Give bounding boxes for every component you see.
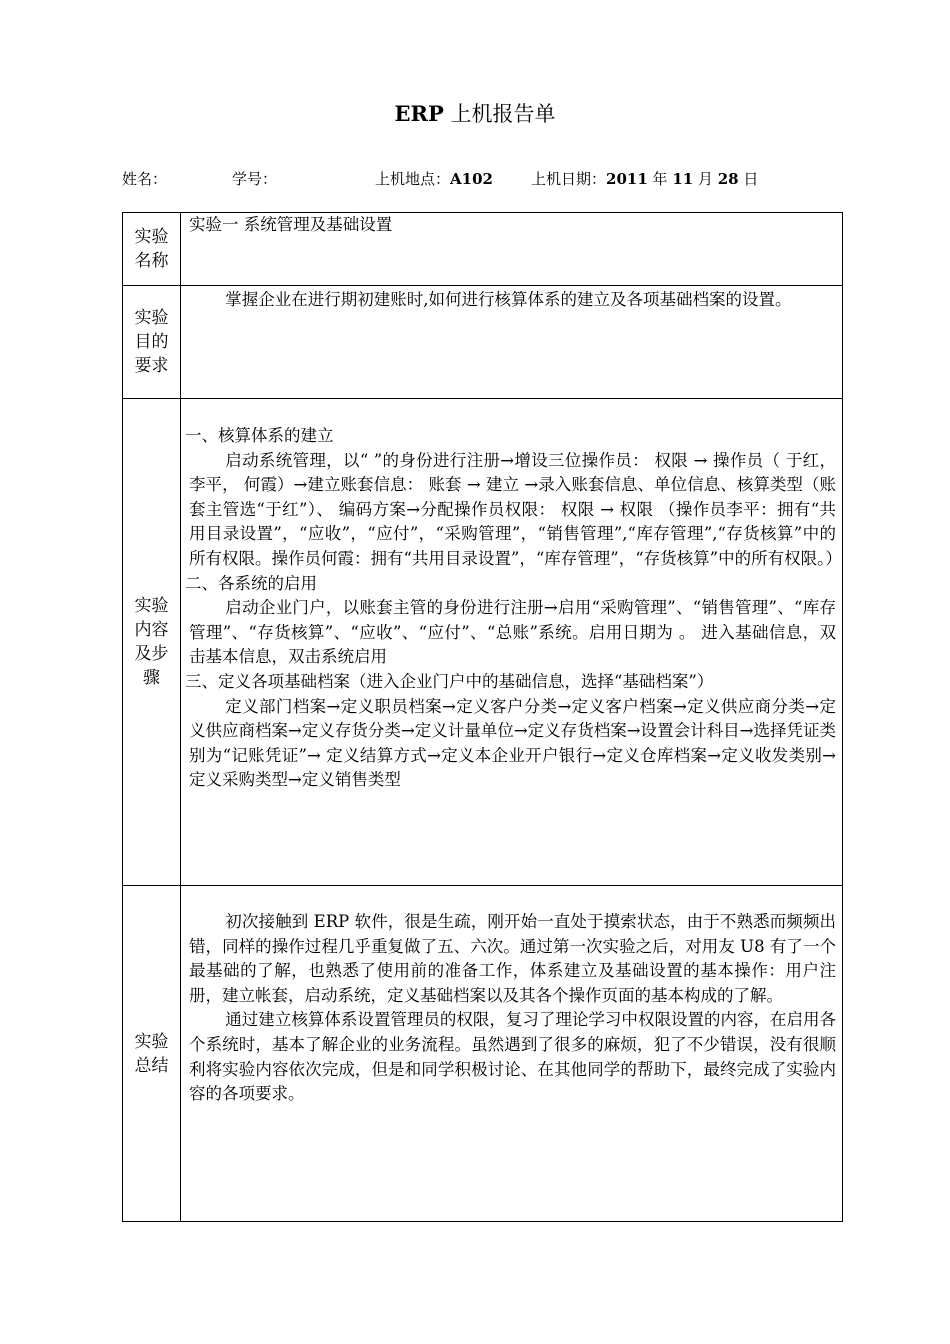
row-experiment-name <box>123 213 843 286</box>
section-heading-3: 三、定义各项基础档案（进入企业门户中的基础信息，选择“基础档案”） <box>185 671 714 691</box>
section-heading-1: 一、核算体系的建立 <box>185 426 334 445</box>
label-line: 实验 <box>134 227 169 247</box>
row-content-steps <box>123 399 843 886</box>
label-content-steps <box>123 399 181 886</box>
section-heading-2: 二、各系统的启用 <box>185 573 317 593</box>
label-purpose <box>123 286 181 399</box>
date-field <box>531 168 758 189</box>
name-label: 姓名： <box>122 170 168 188</box>
location-label: 上机地点： <box>375 170 451 188</box>
summary-text-2: 通过建立核算体系设置管理员的权限，复习了理论学习中权限设置的内容，在启用各个系统时，基本了解企业的业务流程。虽然遇到了很多的麻烦，犯了不少错误，没有很顺利将实验内容依次完成，但是和同学积极讨论、在其他同学的帮助下，最终完成了实验内容的各项要求。 <box>189 1010 836 1104</box>
purpose-text: 掌握企业在进行期初建账时,如何进行核算体系的建立及各项基础档案的设置。 <box>225 290 792 309</box>
date-year: 2011 <box>606 170 648 188</box>
label-line: 内容 <box>134 620 169 640</box>
date-year-unit: 年 <box>647 170 673 188</box>
section-text-2: 启动企业门户，以账套主管的身份进行注册→启用“采购管理”、“销售管理”、“库存管理”、“存货核算”、“应收”、“应付”、“总账”系统。启用日期为 。 进入基础信息，双击基本信息，双击系统启用 <box>189 598 836 667</box>
label-line: 及步 <box>134 644 169 664</box>
row-purpose <box>123 286 843 399</box>
row-summary <box>123 886 843 1222</box>
summary-text-1: 初次接触到 ERP 软件，很是生疏，刚开始一直处于摸索状态，由于不熟悉而频频出错，同样的操作过程几乎重复做了五、六次。通过第一次实验之后，对用友 U8 有了一个最基础的了解，也熟悉了使用前的准备工作，体系建立及基础设置的基本操作：用户注册，建立帐套，启动系统，定义基础档案以及其各个操作页面的基本构成的了解。 <box>189 912 836 1005</box>
label-line: 目的 <box>134 332 169 352</box>
date-day-unit: 日 <box>738 170 759 188</box>
label-line: 名称 <box>134 251 169 271</box>
label-line: 实验 <box>134 596 169 616</box>
content-steps <box>181 399 843 886</box>
location-value: A102 <box>450 170 493 188</box>
report-title <box>0 98 950 128</box>
report-table <box>122 212 843 1222</box>
title-text: 上机报告单 <box>443 102 556 126</box>
label-line: 总结 <box>134 1055 169 1076</box>
date-month: 11 <box>672 170 694 188</box>
label-line: 要求 <box>134 356 169 376</box>
label-experiment-name <box>123 213 181 286</box>
section-text-3: 定义部门档案→定义职员档案→定义客户分类→定义客户档案→定义供应商分类→定义供应商档案→定义存货分类→定义计量单位→定义存货档案→设置会计科目→选择凭证类别为“记账凭证”→ 定义结算方式→定义本企业开户银行→定义仓库档案→定义收发类别→定义采购类型→定义销售类型 <box>189 696 836 790</box>
experiment-name-value: 实验一 系统管理及基础设置 <box>181 213 843 286</box>
label-line: 骤 <box>143 668 160 688</box>
date-label: 上机日期： <box>531 170 607 188</box>
label-summary <box>123 886 181 1222</box>
label-line: 实验 <box>134 1031 169 1052</box>
date-day: 28 <box>717 170 739 188</box>
location-field <box>375 168 493 189</box>
purpose-content <box>181 286 843 399</box>
section-text-1: 启动系统管理，以“ ”的身份进行注册→增设三位操作员： 权限 → 操作员（ 于红， 李平， 何霞）→建立账套信息： 账套 → 建立 →录入账套信息、单位信息、核算类型（账套主管选“于红”）、 编码方案→分配操作员权限： 权限 → 权限 （操作员李平：拥有“共用目录设置”，“应收”，“应付”，“采购管理”，“销售管理”,“库存管理”,“存货核算”中的所有权限。操作员何霞：拥有“共用目录设置”，“库存管理”，“存货核算”中的所有权限。） <box>189 450 842 568</box>
summary-content <box>181 886 843 1222</box>
title-erp: ERP <box>394 101 444 126</box>
student-id-label: 学号： <box>232 170 278 188</box>
date-month-unit: 月 <box>693 170 718 188</box>
label-line: 实验 <box>134 308 169 328</box>
